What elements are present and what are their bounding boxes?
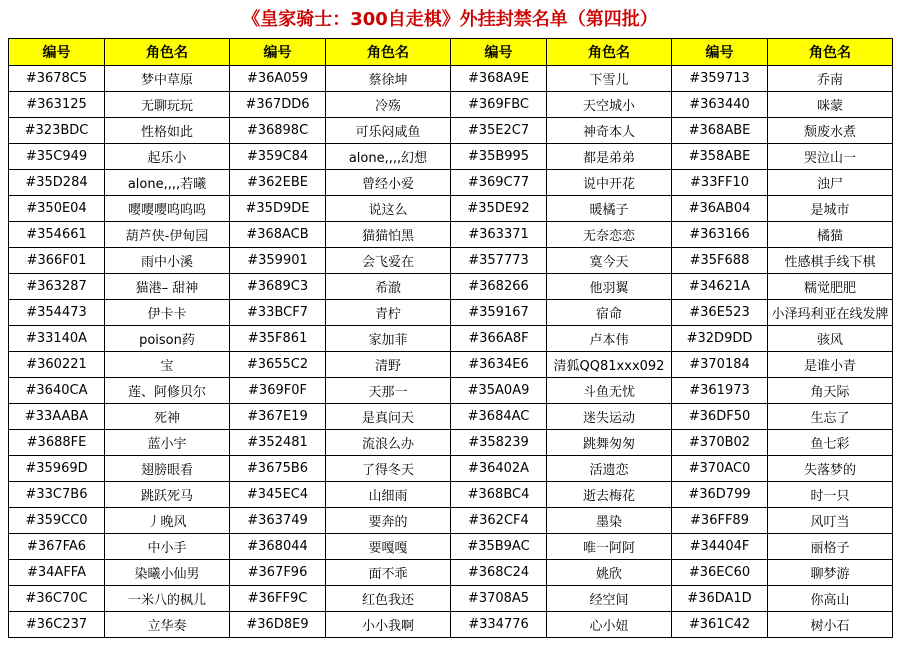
player-id-cell: #334776 [451, 611, 547, 637]
player-id-cell: #35D9DE [230, 195, 326, 221]
column-header-id-2: 编号 [230, 38, 326, 65]
player-name-cell: 清野 [326, 351, 451, 377]
player-name-cell: poison药 [105, 325, 230, 351]
player-name-cell: 中小手 [105, 533, 230, 559]
table-row [9, 403, 893, 429]
player-name-cell: 宝 [105, 351, 230, 377]
player-id-cell: #36E523 [672, 299, 768, 325]
player-id-cell: #35D284 [9, 169, 105, 195]
player-id-cell: #368BC4 [451, 481, 547, 507]
player-id-cell: #36D799 [672, 481, 768, 507]
player-name-cell: 鱼七彩 [768, 429, 893, 455]
table-row [9, 299, 893, 325]
player-id-cell: #367E19 [230, 403, 326, 429]
page-title: 《皇家骑士：300自走棋》外挂封禁名单（第四批） [242, 9, 658, 30]
column-header-name-4: 角色名 [768, 38, 893, 65]
player-id-cell: #360221 [9, 351, 105, 377]
player-name-cell: 活遗恋 [547, 455, 672, 481]
player-id-cell: #368266 [451, 273, 547, 299]
player-name-cell: 死神 [105, 403, 230, 429]
player-name-cell: 颓废水煮 [768, 117, 893, 143]
player-name-cell: 会飞爱在 [326, 247, 451, 273]
player-name-cell: 可乐闷咸鱼 [326, 117, 451, 143]
player-id-cell: #352481 [230, 429, 326, 455]
player-id-cell: #3678C5 [9, 65, 105, 91]
player-name-cell: 糯觉肥肥 [768, 273, 893, 299]
player-name-cell: 小泽玛利亚在线发牌 [768, 299, 893, 325]
player-id-cell: #36402A [451, 455, 547, 481]
player-name-cell: 要嘎嘎 [326, 533, 451, 559]
player-id-cell: #35E2C7 [451, 117, 547, 143]
column-header-name-2: 角色名 [326, 38, 451, 65]
player-id-cell: #36FF89 [672, 507, 768, 533]
player-name-cell: 起乐小 [105, 143, 230, 169]
player-name-cell: 姚欣 [547, 559, 672, 585]
player-id-cell: #36DF50 [672, 403, 768, 429]
table-row [9, 559, 893, 585]
player-id-cell: #33140A [9, 325, 105, 351]
table-row [9, 533, 893, 559]
player-id-cell: #359901 [230, 247, 326, 273]
player-name-cell: 咪蒙 [768, 91, 893, 117]
player-id-cell: #354661 [9, 221, 105, 247]
player-id-cell: #36EC60 [672, 559, 768, 585]
table-row [9, 455, 893, 481]
player-name-cell: 梦中草原 [105, 65, 230, 91]
player-name-cell: 曾经小爱 [326, 169, 451, 195]
table-row [9, 221, 893, 247]
player-name-cell: 墨染 [547, 507, 672, 533]
table-row [9, 91, 893, 117]
table-row [9, 65, 893, 91]
player-id-cell: #350E04 [9, 195, 105, 221]
player-name-cell: 小小我啊 [326, 611, 451, 637]
player-id-cell: #36C237 [9, 611, 105, 637]
player-id-cell: #367F96 [230, 559, 326, 585]
table-row [9, 377, 893, 403]
player-name-cell: 跳舞匆匆 [547, 429, 672, 455]
player-id-cell: #323BDC [9, 117, 105, 143]
player-id-cell: #3655C2 [230, 351, 326, 377]
player-name-cell: 嘤嘤嘤呜呜呜 [105, 195, 230, 221]
player-id-cell: #358239 [451, 429, 547, 455]
player-id-cell: #3640CA [9, 377, 105, 403]
ban-list-table [8, 38, 893, 638]
player-name-cell: 时一只 [768, 481, 893, 507]
player-name-cell: 要奔的 [326, 507, 451, 533]
table-header [9, 38, 893, 65]
table-row [9, 117, 893, 143]
table-row [9, 429, 893, 455]
player-name-cell: 唯一阿阿 [547, 533, 672, 559]
table-row [9, 611, 893, 637]
player-id-cell: #35C949 [9, 143, 105, 169]
player-name-cell: 了得冬天 [326, 455, 451, 481]
table-body [9, 65, 893, 637]
player-id-cell: #361973 [672, 377, 768, 403]
player-id-cell: #34AFFA [9, 559, 105, 585]
player-name-cell: 心小妞 [547, 611, 672, 637]
player-id-cell: #35B9AC [451, 533, 547, 559]
player-id-cell: #33BCF7 [230, 299, 326, 325]
table-row [9, 585, 893, 611]
column-header-name-1: 角色名 [105, 38, 230, 65]
column-header-id-3: 编号 [451, 38, 547, 65]
table-row [9, 351, 893, 377]
player-id-cell: #366A8F [451, 325, 547, 351]
player-id-cell: #3684AC [451, 403, 547, 429]
player-name-cell: 风叮当 [768, 507, 893, 533]
player-id-cell: #369FBC [451, 91, 547, 117]
player-name-cell: 性感棋手线下棋 [768, 247, 893, 273]
column-header-id-4: 编号 [672, 38, 768, 65]
player-id-cell: #370B02 [672, 429, 768, 455]
player-name-cell: 宿命 [547, 299, 672, 325]
player-id-cell: #369C77 [451, 169, 547, 195]
player-name-cell: 浊尸 [768, 169, 893, 195]
player-name-cell: 丿晚风 [105, 507, 230, 533]
player-id-cell: #363166 [672, 221, 768, 247]
player-name-cell: 逝去梅花 [547, 481, 672, 507]
table-row [9, 247, 893, 273]
player-name-cell: 清狐QQ81xxx092 [547, 351, 672, 377]
player-id-cell: #359CC0 [9, 507, 105, 533]
player-id-cell: #367DD6 [230, 91, 326, 117]
player-id-cell: #359C84 [230, 143, 326, 169]
player-name-cell: 面不乖 [326, 559, 451, 585]
player-id-cell: #36898C [230, 117, 326, 143]
player-name-cell: 寞今天 [547, 247, 672, 273]
player-id-cell: #3689C3 [230, 273, 326, 299]
player-name-cell: 丽格子 [768, 533, 893, 559]
player-id-cell: #35F688 [672, 247, 768, 273]
player-id-cell: #35A0A9 [451, 377, 547, 403]
player-id-cell: #366F01 [9, 247, 105, 273]
player-name-cell: 青柠 [326, 299, 451, 325]
player-name-cell: 天那一 [326, 377, 451, 403]
table-row [9, 481, 893, 507]
table-row [9, 507, 893, 533]
player-id-cell: #361C42 [672, 611, 768, 637]
player-name-cell: 山细雨 [326, 481, 451, 507]
player-name-cell: 无奈恋恋 [547, 221, 672, 247]
player-id-cell: #367FA6 [9, 533, 105, 559]
column-header-name-3: 角色名 [547, 38, 672, 65]
player-name-cell: 立华奏 [105, 611, 230, 637]
player-id-cell: #36A059 [230, 65, 326, 91]
player-id-cell: #36D8E9 [230, 611, 326, 637]
player-id-cell: #33AABA [9, 403, 105, 429]
player-name-cell: 说中开花 [547, 169, 672, 195]
player-id-cell: #3675B6 [230, 455, 326, 481]
player-id-cell: #34404F [672, 533, 768, 559]
player-name-cell: 是谁小青 [768, 351, 893, 377]
player-id-cell: #35F861 [230, 325, 326, 351]
player-id-cell: #359713 [672, 65, 768, 91]
player-name-cell: 哭泣山一 [768, 143, 893, 169]
player-name-cell: 失落梦的 [768, 455, 893, 481]
player-id-cell: #362CF4 [451, 507, 547, 533]
player-id-cell: #33C7B6 [9, 481, 105, 507]
player-id-cell: #370184 [672, 351, 768, 377]
column-header-id-1: 编号 [9, 38, 105, 65]
player-name-cell: 冷殇 [326, 91, 451, 117]
player-id-cell: #368044 [230, 533, 326, 559]
player-name-cell: 说这么 [326, 195, 451, 221]
player-name-cell: 伊卡卡 [105, 299, 230, 325]
player-name-cell: 你高山 [768, 585, 893, 611]
player-id-cell: #357773 [451, 247, 547, 273]
player-name-cell: 神奇本人 [547, 117, 672, 143]
player-id-cell: #36FF9C [230, 585, 326, 611]
player-id-cell: #35969D [9, 455, 105, 481]
player-id-cell: #33FF10 [672, 169, 768, 195]
player-id-cell: #36C70C [9, 585, 105, 611]
player-name-cell: 是真问天 [326, 403, 451, 429]
player-id-cell: #354473 [9, 299, 105, 325]
player-name-cell: 是城市 [768, 195, 893, 221]
player-name-cell: 染曦小仙男 [105, 559, 230, 585]
player-name-cell: 莲、阿修贝尔 [105, 377, 230, 403]
player-id-cell: #345EC4 [230, 481, 326, 507]
player-id-cell: #368ACB [230, 221, 326, 247]
table-header-row [9, 38, 893, 65]
player-id-cell: #370AC0 [672, 455, 768, 481]
player-id-cell: #368A9E [451, 65, 547, 91]
player-name-cell: 家加菲 [326, 325, 451, 351]
player-id-cell: #32D9DD [672, 325, 768, 351]
player-id-cell: #34621A [672, 273, 768, 299]
player-id-cell: #363749 [230, 507, 326, 533]
player-name-cell: 猫猫怕黑 [326, 221, 451, 247]
player-name-cell: 树小石 [768, 611, 893, 637]
player-name-cell: 翅膀眼看 [105, 455, 230, 481]
player-name-cell: 下雪儿 [547, 65, 672, 91]
player-name-cell: alone,,,,若曦 [105, 169, 230, 195]
player-id-cell: #363371 [451, 221, 547, 247]
player-name-cell: 葫芦侠-伊甸园 [105, 221, 230, 247]
player-name-cell: 暖橘子 [547, 195, 672, 221]
player-name-cell: 迷失运动 [547, 403, 672, 429]
player-name-cell: 都是弟弟 [547, 143, 672, 169]
player-name-cell: 天空城小 [547, 91, 672, 117]
player-name-cell: 蔡徐坤 [326, 65, 451, 91]
player-name-cell: 雨中小溪 [105, 247, 230, 273]
player-name-cell: 红色我还 [326, 585, 451, 611]
player-name-cell: 跳跃死马 [105, 481, 230, 507]
player-id-cell: #36DA1D [672, 585, 768, 611]
player-id-cell: #363287 [9, 273, 105, 299]
player-id-cell: #3634E6 [451, 351, 547, 377]
player-id-cell: #35B995 [451, 143, 547, 169]
player-name-cell: 性格如此 [105, 117, 230, 143]
table-row [9, 195, 893, 221]
player-name-cell: 橘猫 [768, 221, 893, 247]
player-name-cell: 骇风 [768, 325, 893, 351]
player-name-cell: 一米八的枫儿 [105, 585, 230, 611]
player-name-cell: 角天际 [768, 377, 893, 403]
player-id-cell: #362EBE [230, 169, 326, 195]
player-id-cell: #3688FE [9, 429, 105, 455]
table-row [9, 169, 893, 195]
player-name-cell: alone,,,,幻想 [326, 143, 451, 169]
player-name-cell: 流浪么办 [326, 429, 451, 455]
player-name-cell: 生忘了 [768, 403, 893, 429]
player-id-cell: #36AB04 [672, 195, 768, 221]
table-row [9, 325, 893, 351]
player-name-cell: 聊梦游 [768, 559, 893, 585]
table-row [9, 143, 893, 169]
player-name-cell: 蓝小宇 [105, 429, 230, 455]
player-id-cell: #368ABE [672, 117, 768, 143]
player-id-cell: #35DE92 [451, 195, 547, 221]
player-id-cell: #363440 [672, 91, 768, 117]
player-name-cell: 他羽翼 [547, 273, 672, 299]
player-id-cell: #363125 [9, 91, 105, 117]
player-name-cell: 经空间 [547, 585, 672, 611]
player-id-cell: #3708A5 [451, 585, 547, 611]
player-name-cell: 无聊玩玩 [105, 91, 230, 117]
player-id-cell: #369F0F [230, 377, 326, 403]
player-name-cell: 猫港– 甜神 [105, 273, 230, 299]
player-name-cell: 希澈 [326, 273, 451, 299]
player-name-cell: 斗鱼无忧 [547, 377, 672, 403]
player-id-cell: #358ABE [672, 143, 768, 169]
player-name-cell: 卢本伟 [547, 325, 672, 351]
player-id-cell: #359167 [451, 299, 547, 325]
table-row [9, 273, 893, 299]
player-name-cell: 乔南 [768, 65, 893, 91]
player-id-cell: #368C24 [451, 559, 547, 585]
